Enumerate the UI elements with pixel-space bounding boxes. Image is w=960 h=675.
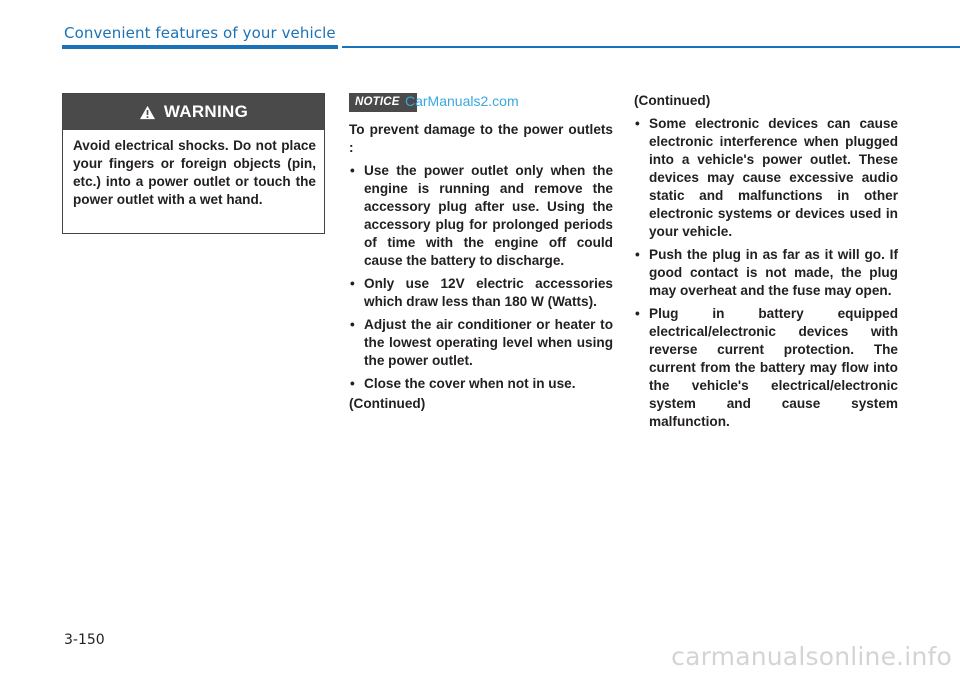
list-item: • Plug in battery equipped electrical/electronic devices with reverse current protection. The current from the battery may flow into the vehicle's electrical/electronic system and cause system malfunction.	[634, 305, 898, 431]
section-title: Convenient features of your vehicle	[64, 24, 336, 42]
list-item: • Some electronic devices can cause electronic interference when plugged into a vehicle's power outlet. These devices may cause excessive audio static and malfunctions in other electronic systems or devices used in your vehicle.	[634, 115, 898, 241]
continued-list	[634, 115, 898, 431]
list-item: • Push the plug in as far as it will go. If good contact is not made, the plug may overheat and the fuse may open.	[634, 246, 898, 300]
notice-badge: NOTICE	[349, 93, 417, 112]
list-item: • Use the power outlet only when the engine is running and remove the accessory plug after use. Using the accessory plug for prolonged periods of time with the engine off could cause the battery to discharge.	[349, 162, 613, 270]
warning-text: Avoid electrical shocks. Do not place your fingers or foreign objects (pin, etc.) into a power outlet or touch the power outlet with a wet hand.	[73, 138, 316, 207]
continued-label: (Continued)	[349, 396, 426, 411]
notice-column	[349, 121, 613, 413]
notice-list	[349, 162, 613, 393]
list-item: • Only use 12V electric accessories which draw less than 180 W (Watts).	[349, 275, 613, 311]
watermark-overlay: CarManuals2.com	[405, 93, 519, 109]
header-rule-thick	[62, 45, 338, 49]
warning-triangle-icon	[139, 105, 156, 120]
header-rule-thin	[342, 46, 960, 48]
continued-heading: (Continued)	[634, 93, 711, 108]
list-item: • Adjust the air conditioner or heater to the lowest operating level when using the power outlet.	[349, 316, 613, 370]
continued-column	[634, 92, 898, 431]
footer-watermark: carmanualsonline.info	[671, 642, 952, 671]
warning-title: WARNING	[163, 102, 249, 121]
warning-box	[62, 93, 325, 234]
notice-intro: To prevent damage to the power outlets :	[349, 122, 613, 155]
list-item: • Close the cover when not in use.	[349, 375, 613, 393]
page-number: 3-150	[64, 632, 105, 648]
warning-header	[63, 94, 324, 130]
